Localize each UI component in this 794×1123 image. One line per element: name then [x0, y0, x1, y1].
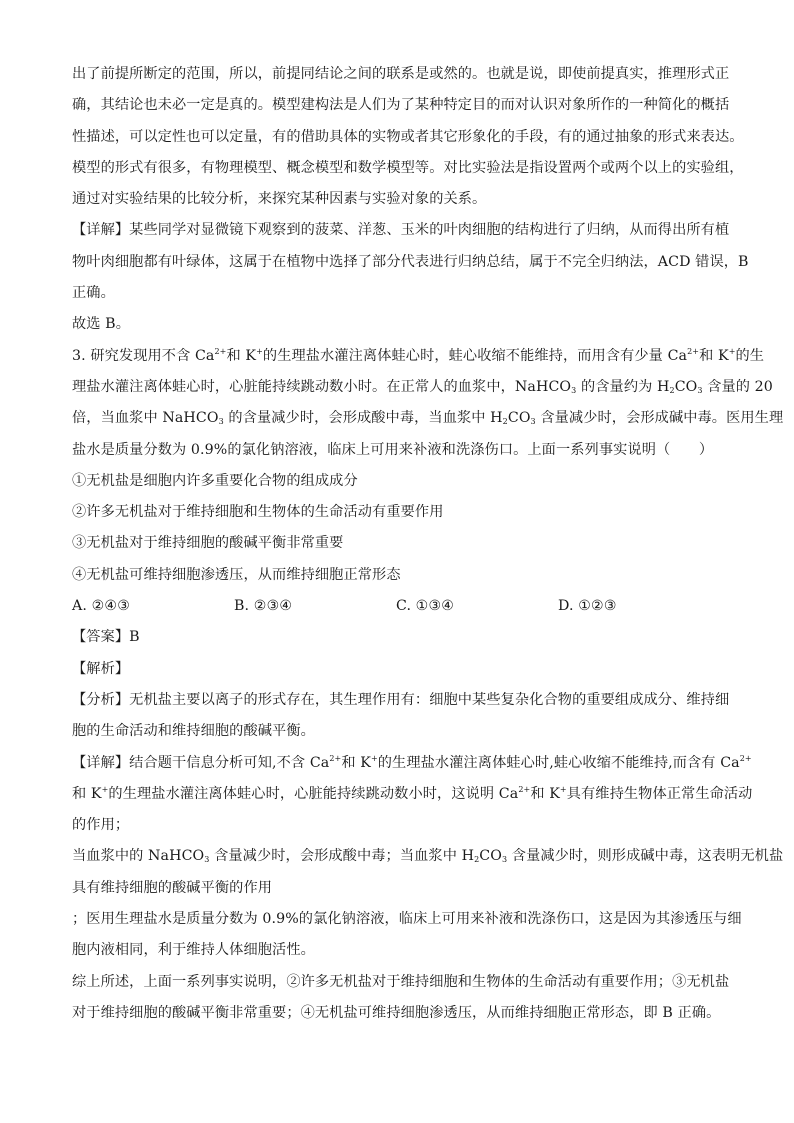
- question-stem-line: 3. 研究发现用不含 $Ca^{2+}$和 K+的生理盐水灌注离体蛙心时，蛙心收缩不能维持，而用含有少量 $Ca^{2+}$和 K+的生: [72, 346, 765, 364]
- paragraph-line: 通过对实验结果的比较分析，来探究某种因素与实验对象的关系。: [72, 191, 487, 208]
- detail-line: 【详解】某些同学对显微镜下观察到的菠菜、洋葱、玉米的叶肉细胞的结构进行了归纳，从而得出所有植: [72, 222, 730, 239]
- question-stem-line: 盐水是质量分数为 0.9%的氯化钠溶液，临床上可用来补液和洗涤伤口。上面一系列事实说明（ ）: [72, 441, 714, 458]
- detail-line: 【详解】结合题干信息分析可知,不含 $Ca^{2+}$和 K+的生理盐水灌注离体蛙心时,蛙心收缩不能维持,而含有 $Ca^{2+}$: [72, 753, 752, 771]
- detail-line: 和 K+的生理盐水灌注离体蛙心时，心脏能持续跳动数小时，这说明 $Ca^{2+}$和 K+具有维持生物体正常生命活动: [72, 784, 753, 802]
- option-d: D. ①②③: [558, 598, 617, 615]
- summary-line: 综上所述，上面一系列事实说明，②许多无机盐对于维持细胞和生物体的生命活动有重要作用；③无机盐: [72, 973, 730, 990]
- detail-line: 当血浆中的 NaHCO$_3$ 含量减少时，会形成酸中毒；当血浆中 $H_2CO_3$ 含量减少时，则形成碱中毒，这表明无机盐: [72, 848, 784, 865]
- detail-line: 物叶肉细胞都有叶绿体，这属于在植物中选择了部分代表进行归纳总结，属于不完全归纳法，ACD 错误，B: [72, 253, 749, 270]
- summary-line: 对于维持细胞的酸碱平衡非常重要；④无机盐可维持细胞渗透压，从而维持细胞正常形态，即 B 正确。: [72, 1004, 721, 1021]
- paragraph-line: 确，其结论也未必一定是真的。模型建构法是人们为了某种特定目的而对认识对象所作的一种简化的概括: [72, 97, 730, 114]
- analysis-line: 【分析】无机盐主要以离子的形式存在，其生理作用有：细胞中某些复杂化合物的重要组成成分、维持细: [72, 691, 730, 708]
- option-a: A. ②④③: [72, 598, 131, 615]
- statement-item: ②许多无机盐对于维持细胞和生物体的生命活动有重要作用: [72, 504, 444, 521]
- option-c: C. ①③④: [396, 598, 455, 615]
- document-body: [72, 64, 784, 1034]
- option-b: B. ②③④: [234, 598, 293, 615]
- paragraph-line: 出了前提所断定的范围，所以，前提同结论之间的联系是或然的。也就是说，即使前提真实，推理形式正: [72, 66, 730, 82]
- detail-line: 具有维持细胞的酸碱平衡的作用: [72, 879, 273, 896]
- analysis-line: 胞的生命活动和维持细胞的酸碱平衡。: [72, 723, 315, 740]
- statement-item: ④无机盐可维持细胞渗透压，从而维持细胞正常形态: [72, 566, 401, 583]
- detail-line: 胞内液相同，利于维持人体细胞活性。: [72, 942, 315, 959]
- paragraph-line: 性描述，可以定性也可以定量，有的借助具体的实物或者其它形象化的手段，有的通过抽象的形式来表达。: [72, 128, 744, 145]
- answer-options: [72, 596, 722, 627]
- conclusion-line: 故选 B。: [72, 316, 130, 333]
- detail-line: 的作用；: [72, 817, 130, 834]
- question-stem-line: 倍，当血浆中 NaHCO$_3$ 的含量减少时，会形成酸中毒，当血浆中 $H_2CO_3$ 含量减少时，会形成碱中毒。医用生理: [72, 410, 784, 427]
- analysis-heading: 【解析】: [72, 660, 130, 677]
- statement-item: ③无机盐对于维持细胞的酸碱平衡非常重要: [72, 535, 344, 552]
- paragraph-line: 模型的形式有很多，有物理模型、概念模型和数学模型等。对比实验法是指设置两个或两个以上的实验组，: [72, 159, 744, 176]
- detail-line: ；医用生理盐水是质量分数为 0.9%的氯化钠溶液，临床上可用来补液和洗涤伤口，这是因为其渗透压与细: [72, 911, 742, 928]
- question-stem-line: 理盐水灌注离体蛙心时，心脏能持续跳动数小时。在正常人的血浆中，NaHCO$_3$ 的含量约为 $H_2CO_3$ 含量的 20: [72, 378, 773, 395]
- statement-item: ①无机盐是细胞内许多重要化合物的组成成分: [72, 472, 358, 489]
- detail-line: 正确。: [72, 285, 115, 302]
- answer-label: 【答案】B: [72, 629, 140, 646]
